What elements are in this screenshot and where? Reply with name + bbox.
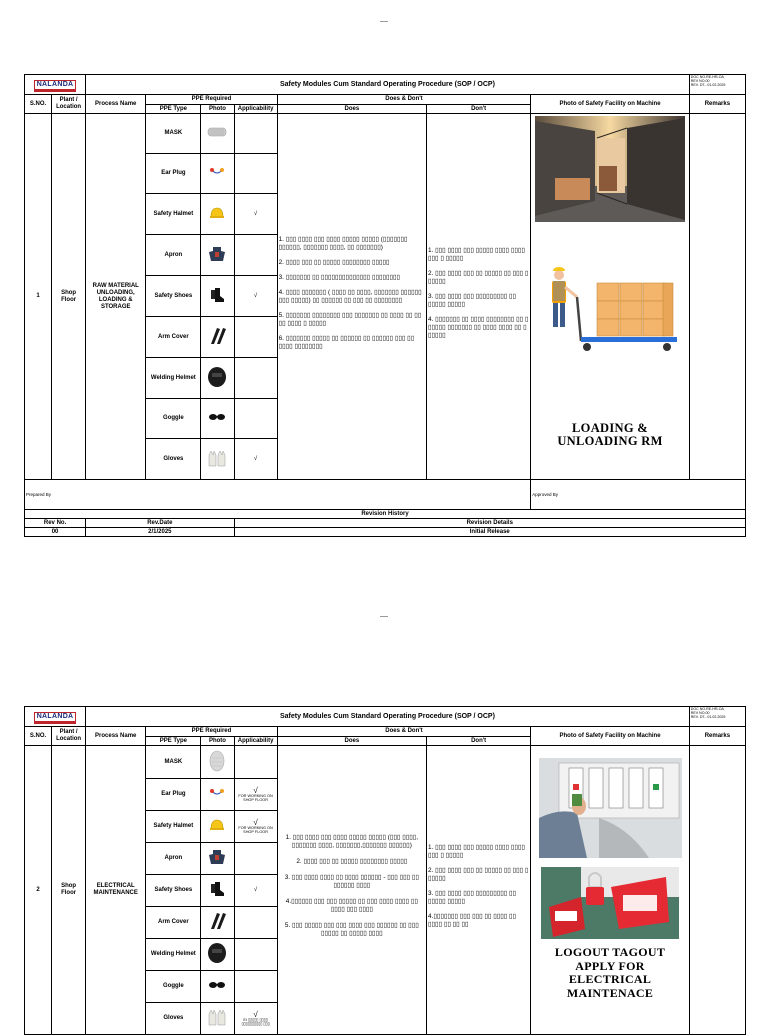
ppe-applicability <box>234 971 277 1003</box>
gloves-icon <box>207 1008 227 1029</box>
ppe-applicability <box>234 114 277 154</box>
doc-info <box>689 707 745 727</box>
helmet-icon <box>209 818 225 835</box>
col-ppe-type: PPE Type <box>146 737 201 746</box>
applicability-note: EI ▯▯▯▯▯ ▯▯▯▯ ▯▯▯▯▯▯▯▯▯▯ ▯▯▯ <box>241 1017 270 1026</box>
does-item: 2. ▯▯▯▯ ▯▯▯ ▯▯ ▯▯▯▯▯ ▯▯▯▯▯▯▯▯ ▯▯▯▯▯ <box>296 858 408 865</box>
col-does-donts: Does & Don't <box>277 95 531 105</box>
approved-by: Approved By <box>531 480 746 510</box>
ppe-applicability: √ <box>234 276 277 317</box>
ear-plug-icon <box>209 788 225 801</box>
dont-item: 1. ▯▯▯ ▯▯▯▯ ▯▯▯ ▯▯▯▯▯ ▯▯▯▯ ▯▯▯▯ ▯▯▯ ▯ ▯▯▯▯▯ <box>428 246 525 262</box>
ppe-photo <box>201 939 234 971</box>
ppe-type: Safety Halmet <box>146 194 201 235</box>
applicability-note: FOR WORKING ON SHOP FLOOR <box>238 825 273 834</box>
col-sno: S.NO. <box>25 95 52 114</box>
facility-photo-cell <box>531 746 690 1035</box>
applicability-tick: √ <box>253 817 258 827</box>
ppe-type: Apron <box>146 843 201 875</box>
ppe-photo <box>201 875 234 907</box>
logo-cell <box>25 707 86 727</box>
ppe-photo <box>201 439 234 480</box>
ppe-photo <box>201 1003 234 1035</box>
ppe-type: MASK <box>146 746 201 779</box>
row-process: ELECTRICAL MAINTENANCE <box>86 746 146 1035</box>
col-photo-facility: Photo of Safety Facility on Machine <box>531 727 690 746</box>
ppe-photo <box>201 843 234 875</box>
mask-icon <box>208 750 226 775</box>
row-plant: Shop Floor <box>52 114 86 480</box>
row-sno: 1 <box>25 114 52 480</box>
col-ppe-required: PPE Required <box>146 95 277 105</box>
ppe-photo <box>201 358 234 399</box>
col-applicability: Applicability <box>234 105 277 114</box>
rev-date-value: 2/1/2025 <box>86 528 234 537</box>
ppe-photo <box>201 971 234 1003</box>
rev-date: REV. DT.- 01.02.2025 <box>690 715 726 720</box>
ppe-applicability <box>234 811 277 843</box>
ppe-applicability <box>234 399 277 439</box>
ppe-applicability: √ <box>234 194 277 235</box>
arm-cover-icon <box>207 912 227 933</box>
sop-sheet-2 <box>24 706 746 1035</box>
ppe-applicability <box>234 235 277 276</box>
ppe-applicability <box>234 317 277 358</box>
does-item: 3. ▯▯▯ ▯▯▯▯ ▯▯▯▯ ▯▯ ▯▯▯▯ ▯▯▯▯▯▯ - ▯▯▯ ▯▯▯ ▯▯ ▯▯▯▯▯▯ ▯▯▯▯ <box>284 874 419 889</box>
ppe-type: Gloves <box>146 1003 201 1035</box>
doc-info <box>689 75 745 95</box>
gloves-icon <box>207 449 227 470</box>
dont-item: 2. ▯▯▯ ▯▯▯▯ ▯▯▯ ▯▯ ▯▯▯▯▯ ▯▯ ▯▯▯ ▯ ▯▯▯▯▯ <box>428 867 529 882</box>
row-sno: 2 <box>25 746 52 1035</box>
revision-history-title: Revision History <box>25 510 746 519</box>
sop-table <box>24 74 746 537</box>
ppe-applicability <box>234 779 277 811</box>
ppe-type: Goggle <box>146 971 201 1003</box>
col-plant: Plant / Location <box>52 727 86 746</box>
ppe-type: Arm Cover <box>146 907 201 939</box>
ppe-type: Ear Plug <box>146 154 201 194</box>
facility-photo-cell <box>531 114 690 480</box>
applicability-note: FOR WORKING ON SHOP FLOOR <box>238 793 273 802</box>
row-plant: Shop Floor <box>52 746 86 1035</box>
ppe-type: Safety Shoes <box>146 875 201 907</box>
ppe-applicability <box>234 875 277 907</box>
ppe-type: Safety Halmet <box>146 811 201 843</box>
ppe-photo <box>201 399 234 439</box>
electrical-panel-photo <box>535 758 685 861</box>
does-item: 6. ▯▯▯▯▯▯▯ ▯▯▯▯▯ ▯▯ ▯▯▯▯▯▯ ▯▯ ▯▯▯▯▯▯ ▯▯▯ ▯▯ ▯▯▯▯ ▯▯▯▯▯▯▯▯ <box>278 334 415 350</box>
applicability-tick: √ <box>253 785 258 795</box>
ppe-type: Safety Shoes <box>146 276 201 317</box>
col-ppe-type: PPE Type <box>146 105 201 114</box>
facility-caption: LOGOUT TAGOUT APPLY FOR ELECTRICAL MAINTENACE <box>554 945 666 1000</box>
does-list <box>277 746 426 1035</box>
rev-no-header: Rev No. <box>25 519 86 528</box>
col-dont: Don't <box>427 737 531 746</box>
sheet-title: Safety Modules Cum Standard Operating Procedure (SOP / OCP) <box>86 707 690 727</box>
safety-shoes-icon <box>209 287 225 306</box>
goggle-icon <box>208 981 226 992</box>
pallet-truck-illustration <box>533 267 687 362</box>
does-item: 4. ▯▯▯▯ ▯▯▯▯▯▯▯ ( ▯▯▯▯ ▯▯ ▯▯▯▯, ▯▯▯▯▯▯▯ ▯▯▯▯▯▯ ▯▯▯ ▯▯▯▯▯) ▯▯ ▯▯▯▯▯▯ ▯▯ ▯▯▯ ▯▯ ▯▯▯▯▯▯▯▯ <box>278 288 422 304</box>
ppe-type: MASK <box>146 114 201 154</box>
col-does-donts: Does & Don't <box>277 727 531 737</box>
nalanda-logo: NALANDA <box>34 80 77 90</box>
col-does: Does <box>277 737 426 746</box>
lockout-tagout-photo <box>535 867 685 942</box>
col-plant: Plant / Location <box>52 95 86 114</box>
applicability-tick: √ <box>253 1009 258 1019</box>
rev-no: REV NO.00 <box>690 79 710 84</box>
dont-item: 1. ▯▯▯ ▯▯▯▯ ▯▯▯ ▯▯▯▯▯ ▯▯▯▯ ▯▯▯▯ ▯▯▯ ▯ ▯▯▯▯▯ <box>428 844 525 859</box>
apron-icon <box>208 849 226 868</box>
doc-no: DOC NO.RE-HR-OA <box>690 75 724 79</box>
page-dash <box>380 21 388 22</box>
rev-no-value: 00 <box>25 528 86 537</box>
ppe-applicability <box>234 907 277 939</box>
ppe-photo <box>201 811 234 843</box>
ppe-photo <box>201 114 234 154</box>
dont-item: 4. ▯▯▯▯▯▯▯ ▯▯ ▯▯▯▯ ▯▯▯▯▯▯▯▯ ▯▯ ▯ ▯▯▯▯▯ ▯▯▯▯▯▯▯ ▯▯ ▯▯▯▯ ▯▯▯▯ ▯▯ ▯ ▯▯▯▯▯ <box>428 315 529 339</box>
does-item: 3. ▯▯▯▯▯▯▯ ▯▯ ▯▯▯▯▯▯▯▯▯▯▯▯▯▯ ▯▯▯▯▯▯▯▯ <box>278 273 401 281</box>
does-item: 1. ▯▯▯ ▯▯▯▯ ▯▯▯ ▯▯▯▯ ▯▯▯▯▯ ▯▯▯▯▯ (▯▯▯▯▯▯▯ ▯▯▯▯▯▯, ▯▯▯▯▯▯▯ ▯▯▯▯, ▯▯ ▯▯▯▯▯▯▯) <box>278 235 408 251</box>
ppe-type: Gloves <box>146 439 201 480</box>
col-does: Does <box>277 105 426 114</box>
applicability-tick: √ <box>253 887 258 893</box>
dont-item: 2. ▯▯▯ ▯▯▯▯ ▯▯▯ ▯▯ ▯▯▯▯▯ ▯▯ ▯▯▯ ▯ ▯▯▯▯▯ <box>428 269 529 285</box>
col-process: Process Name <box>86 727 146 746</box>
container-loading-photo <box>533 116 687 225</box>
rev-details-header: Revision Details <box>234 519 745 528</box>
goggle-icon <box>208 413 226 424</box>
col-ppe-required: PPE Required <box>146 727 277 737</box>
nalanda-logo: NALANDA <box>34 712 77 722</box>
col-photo: Photo <box>201 105 234 114</box>
page-dash <box>380 616 388 617</box>
row-remarks <box>689 746 745 1035</box>
col-sno: S.NO. <box>25 727 52 746</box>
ppe-applicability <box>234 358 277 399</box>
row-process: RAW MATERIAL UNLOADING, LOADING & STORAGE <box>86 114 146 480</box>
sop-sheet-1 <box>24 74 746 537</box>
ear-plug-icon <box>209 167 225 180</box>
prepared-by: Prepared By <box>25 480 531 510</box>
ppe-applicability <box>234 746 277 779</box>
does-item: 2. ▯▯▯▯ ▯▯▯ ▯▯ ▯▯▯▯▯ ▯▯▯▯▯▯▯▯ ▯▯▯▯▯ <box>278 258 390 266</box>
ppe-photo <box>201 907 234 939</box>
does-list <box>277 114 426 480</box>
ppe-type: Ear Plug <box>146 779 201 811</box>
rev-details-value: Initial Release <box>234 528 745 537</box>
ppe-type: Arm Cover <box>146 317 201 358</box>
ppe-type: Welding Helmet <box>146 939 201 971</box>
sop-table <box>24 706 746 1035</box>
ppe-photo <box>201 779 234 811</box>
col-photo: Photo <box>201 737 234 746</box>
ppe-applicability: √ <box>234 439 277 480</box>
does-item: 1. ▯▯▯ ▯▯▯▯ ▯▯▯ ▯▯▯▯ ▯▯▯▯▯ ▯▯▯▯▯ (▯▯▯ ▯▯▯▯, ▯▯▯▯▯▯▯ ▯▯▯▯, ▯▯▯▯▯▯▯,▯▯▯▯▯▯▯ ▯▯▯▯▯▯) <box>285 834 419 849</box>
dont-item: 3. ▯▯▯ ▯▯▯▯ ▯▯▯ ▯▯▯▯▯▯▯▯▯ ▯▯ ▯▯▯▯▯ ▯▯▯▯▯ <box>428 890 517 905</box>
col-dont: Don't <box>427 105 531 114</box>
ppe-photo <box>201 746 234 779</box>
ppe-photo <box>201 194 234 235</box>
ppe-photo <box>201 235 234 276</box>
safety-shoes-icon <box>209 881 225 900</box>
rev-no: REV NO.00 <box>690 711 710 716</box>
col-remarks: Remarks <box>689 95 745 114</box>
dont-item: 3. ▯▯▯ ▯▯▯▯ ▯▯▯ ▯▯▯▯▯▯▯▯▯ ▯▯ ▯▯▯▯▯ ▯▯▯▯▯ <box>428 292 517 308</box>
helmet-icon <box>209 206 225 223</box>
ppe-photo <box>201 154 234 194</box>
dont-item: 4.▯▯▯▯▯▯▯ ▯▯▯ ▯▯▯ ▯▯ ▯▯▯▯ ▯▯ ▯▯▯▯ ▯▯ ▯▯ ▯▯ <box>428 913 517 928</box>
sheet-title: Safety Modules Cum Standard Operating Procedure (SOP / OCP) <box>86 75 690 95</box>
row-remarks <box>689 114 745 480</box>
welding-helmet-icon <box>207 366 227 391</box>
rev-date-header: Rev.Date <box>86 519 234 528</box>
col-applicability: Applicability <box>234 737 277 746</box>
logo-cell <box>25 75 86 95</box>
ppe-type: Welding Helmet <box>146 358 201 399</box>
does-item: 5. ▯▯▯▯▯▯▯ ▯▯▯▯▯▯▯▯ ▯▯▯ ▯▯▯▯▯▯▯ ▯▯ ▯▯▯▯ ▯▯ ▯▯ ▯▯ ▯▯▯▯ ▯ ▯▯▯▯▯ <box>278 311 422 327</box>
facility-caption: LOADING & UNLOADING RM <box>557 421 663 448</box>
arm-cover-icon <box>207 327 227 348</box>
ppe-photo <box>201 276 234 317</box>
apron-icon <box>208 246 226 265</box>
col-remarks: Remarks <box>689 727 745 746</box>
does-item: 5. ▯▯▯ ▯▯▯▯▯ ▯▯▯ ▯▯▯ ▯▯▯▯ ▯▯▯ ▯▯▯▯▯▯ ▯▯ ▯▯▯ ▯▯▯▯▯ ▯▯ ▯▯▯▯▯ ▯▯▯▯ <box>284 922 419 937</box>
rev-date: REV. DT.- 01.02.2025 <box>690 83 726 88</box>
does-item: 4.▯▯▯▯▯▯ ▯▯▯ ▯▯▯ ▯▯▯▯▯ ▯▯ ▯▯▯ ▯▯▯▯ ▯▯▯▯ ▯▯ ▯▯▯▯ ▯▯▯ ▯▯▯▯ <box>285 898 418 913</box>
ppe-type: Goggle <box>146 399 201 439</box>
donts-list <box>427 746 531 1035</box>
col-process: Process Name <box>86 95 146 114</box>
ppe-applicability <box>234 843 277 875</box>
ppe-photo <box>201 317 234 358</box>
doc-no: DOC NO.RE-HR-OA <box>690 707 724 711</box>
mask-icon <box>207 126 227 141</box>
ppe-applicability <box>234 1003 277 1035</box>
ppe-applicability <box>234 939 277 971</box>
welding-helmet-icon <box>207 942 227 967</box>
col-photo-facility: Photo of Safety Facility on Machine <box>531 95 690 114</box>
ppe-applicability <box>234 154 277 194</box>
ppe-type: Apron <box>146 235 201 276</box>
donts-list <box>427 114 531 480</box>
